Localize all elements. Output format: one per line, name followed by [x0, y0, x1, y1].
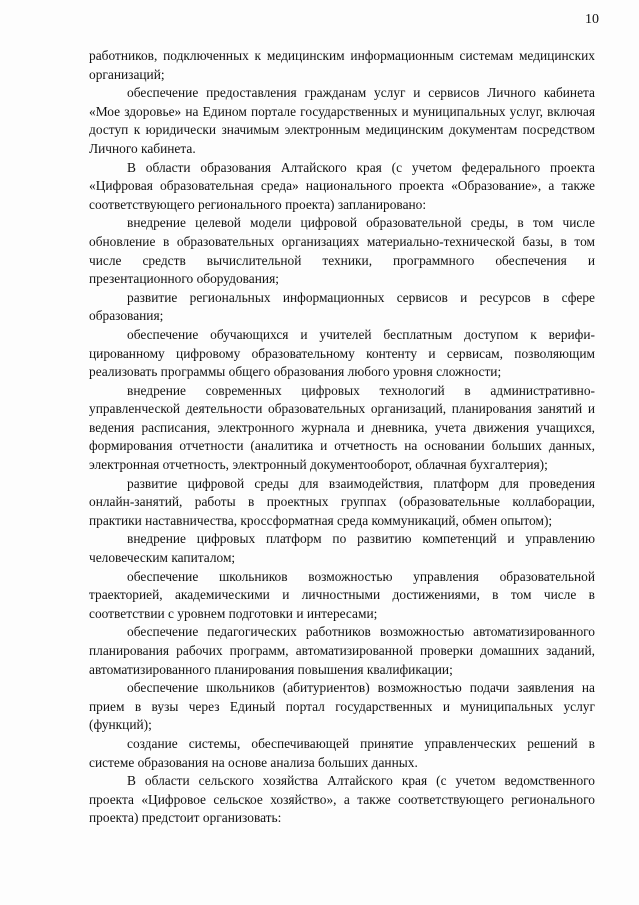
body-text	[89, 47, 595, 828]
paragraph: обеспечение педагогических работников возможностью автоматизированного планирования рабочих программ, автоматизированной проверки домашних заданий, автоматизированного планирования повышения квалификации;	[89, 624, 595, 677]
paragraph: внедрение целевой модели цифровой образовательной среды, в том числе обновление в образовательных организациях материально-технической базы, в том числе средств вычислительной техники, программного обеспечения и презентационного оборудования;	[89, 215, 595, 287]
paragraph: обеспечение школьников (абитуриентов) возможностью подачи заявления на прием в вузы через Единый портал государственных и муниципальных услуг (функций);	[89, 680, 595, 733]
paragraph: внедрение цифровых платформ по развитию компетенций и управлению человеческим капиталом;	[89, 531, 595, 566]
paragraph: развитие цифровой среды для взаимодействия, платформ для проведения онлайн-занятий, работы в проектных группах (образовательные коллаборации, практики наставничества, кроссформатная среда коммуникаций, обмен опытом);	[89, 475, 595, 528]
paragraph: В области образования Алтайского края (с учетом федерального проекта «Цифровая образовательная среда» национального проекта «Образование», а также соответствующего регионального проекта) запланировано:	[89, 159, 595, 212]
paragraph: развитие региональных информационных сервисов и ресурсов в сфере образования;	[89, 289, 595, 324]
paragraph: работников, подключенных к медицинским информационным системам медицинских организаций;	[89, 48, 595, 82]
paragraph: обеспечение обучающихся и учителей бесплатным доступом к верифицированному цифровому образовательному контенту и сервисам, позволяющим реализовать программы общего образования любого уровня сложности;	[89, 326, 595, 380]
paragraph: обеспечение предоставления гражданам услуг и сервисов Личного кабинета «Мое здоровье» на Едином портале государственных и муниципальных услуг, включая доступ к юридически значимым электронным медицинским документам посредством Личного кабинета.	[89, 85, 595, 156]
paragraph: создание системы, обеспечивающей принятие управленческих решений в системе образования на основе анализа больших данных.	[89, 735, 595, 770]
paragraph: В области сельского хозяйства Алтайского края (с учетом ведомственного проекта «Цифровое сельское хозяйство», а также соответствующего регионального проекта) предстоит организовать:	[89, 773, 595, 826]
page-number: 10	[585, 12, 599, 27]
paragraph: внедрение современных цифровых технологий в административно-управленческой деятельности образовательных организаций, планирования занятий и ведения расписания, электронного журнала и дневника, учета движения учащихся, формирования отчетности (аналитика и отчетность на основании больших данных, электронная отчетность, электронный документооборот, облачная бухгалтерия);	[89, 382, 595, 473]
paragraph: обеспечение школьников возможностью управления образовательной траекторией, академическими и личностными достижениями, в том числе в соответствии с уровнем подготовки и интересами;	[89, 568, 595, 621]
